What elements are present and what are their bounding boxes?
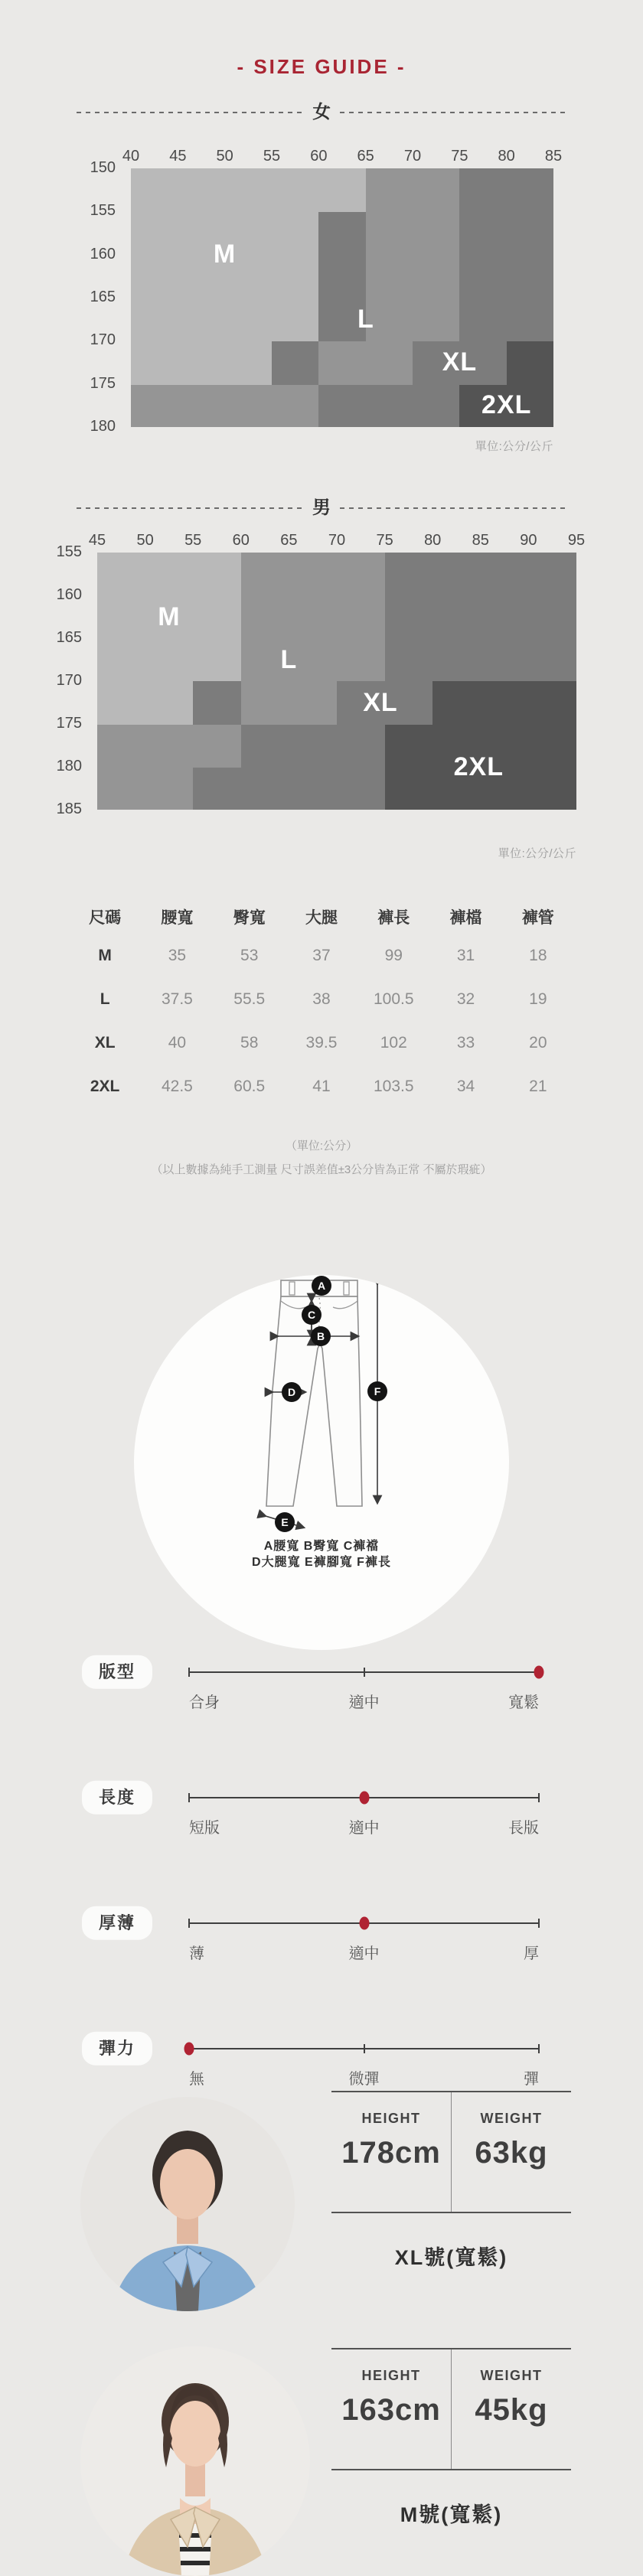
heatmap-cell xyxy=(528,768,576,810)
attribute-row-彈力 xyxy=(0,2031,643,2097)
table-value-cell: 21 xyxy=(529,1077,547,1095)
model-photo-female xyxy=(80,2346,310,2576)
slider-option: 寬鬆 xyxy=(508,1694,539,1711)
heatmap-cell xyxy=(145,553,194,596)
y-tick-label: 150 xyxy=(90,159,116,177)
table-value-cell: 100.5 xyxy=(373,990,414,1008)
heatmap-cell xyxy=(413,298,460,343)
heatmap-cell xyxy=(507,255,553,299)
stat-value: 163cm xyxy=(341,2393,441,2427)
heatmap-cell xyxy=(289,681,338,725)
table-value-cell: 20 xyxy=(529,1033,547,1052)
table-value-cell: 37.5 xyxy=(161,990,193,1008)
attribute-label-pill: 彈力 xyxy=(82,2032,152,2066)
x-tick-label: 65 xyxy=(280,532,298,549)
x-axis-labels xyxy=(88,532,586,550)
measurement-table-body xyxy=(69,934,574,1108)
x-tick-label: 85 xyxy=(472,532,489,549)
heatmap-cell xyxy=(97,768,146,810)
slider-track xyxy=(189,1671,539,1673)
heatmap-cell xyxy=(337,725,386,768)
slider-options xyxy=(189,1941,539,1961)
heatmap-cell xyxy=(366,341,413,386)
table-size-cell: M xyxy=(98,946,112,964)
x-tick-label: 85 xyxy=(544,148,563,165)
heatmap-cell xyxy=(97,681,146,725)
heatmap-cell xyxy=(131,168,178,213)
heatmap-cell xyxy=(366,168,413,213)
model-card-male xyxy=(80,2097,570,2311)
heatmap-cell xyxy=(432,681,481,725)
size-heatmap-men xyxy=(56,532,586,860)
heatmap-cell xyxy=(97,725,146,768)
heatmap-cell xyxy=(145,768,194,810)
size-zone-label-2xl: 2XL xyxy=(481,390,532,419)
table-header-cell: 褲檔 xyxy=(449,909,482,927)
heatmap-cell xyxy=(366,212,413,256)
table-value-cell: 99 xyxy=(384,946,403,964)
heatmap-cell xyxy=(385,595,434,639)
heatmap-cell xyxy=(337,553,386,596)
heatmap-cell xyxy=(507,212,553,256)
x-tick-label: 55 xyxy=(184,532,202,549)
table-size-cell: 2XL xyxy=(90,1077,120,1095)
table-row xyxy=(69,977,574,1021)
table-header-cell: 尺碼 xyxy=(89,909,122,927)
model-stats xyxy=(331,2348,571,2470)
table-size-cell: L xyxy=(100,990,110,1008)
section-divider-men xyxy=(77,499,566,517)
heatmap-cell xyxy=(318,341,366,386)
stat-label: HEIGHT xyxy=(361,2368,421,2383)
section-divider-women xyxy=(77,103,566,122)
size-zone-label-xl: XL xyxy=(363,687,398,717)
slider-track xyxy=(189,1922,539,1924)
badge-e: E xyxy=(281,1515,289,1528)
heatmap-cell xyxy=(272,385,319,428)
heatmap-cell xyxy=(131,298,178,343)
heatmap-cell xyxy=(225,298,273,343)
x-tick-label: 60 xyxy=(232,532,250,549)
heatmap-cell xyxy=(193,681,242,725)
model-photo-male xyxy=(80,2097,295,2311)
heatmap-cell xyxy=(131,255,178,299)
x-tick-label: 80 xyxy=(424,532,442,549)
y-tick-label: 155 xyxy=(90,202,116,220)
size-zone-label-xl: XL xyxy=(442,347,478,377)
y-tick-label: 180 xyxy=(56,758,82,775)
heatmap-cell xyxy=(145,638,194,682)
y-tick-label: 160 xyxy=(56,586,82,604)
divider-dash xyxy=(340,507,566,509)
x-tick-label: 50 xyxy=(216,148,233,165)
diagram-caption xyxy=(134,1538,509,1570)
divider-dash xyxy=(77,507,303,509)
table-header-cell: 褲管 xyxy=(521,909,554,927)
heatmap-cell xyxy=(528,595,576,639)
y-tick-label: 165 xyxy=(90,289,116,306)
heatmap-cell xyxy=(481,553,530,596)
divider-dash xyxy=(77,112,303,113)
heatmap-cell xyxy=(507,298,553,343)
heatmap-cell xyxy=(241,553,290,596)
badge-a: A xyxy=(317,1279,326,1292)
heatmap-cell xyxy=(481,638,530,682)
attribute-row-厚薄 xyxy=(0,1906,643,2031)
heatmap-cell xyxy=(131,212,178,256)
table-value-cell: 38 xyxy=(312,990,331,1008)
heatmap-cell xyxy=(272,168,319,213)
heatmap-cell xyxy=(318,212,366,256)
slider-tick xyxy=(538,1919,540,1928)
table-row xyxy=(69,1021,574,1065)
heatmap-grid xyxy=(97,553,576,810)
heatmap-cell xyxy=(272,212,319,256)
x-tick-label: 40 xyxy=(122,148,140,165)
slider-option: 微彈 xyxy=(348,2071,380,2088)
heatmap-cell xyxy=(318,168,366,213)
stat-height xyxy=(331,2349,451,2469)
slider-option: 彈 xyxy=(524,2071,539,2088)
table-value-cell: 53 xyxy=(240,946,259,964)
heatmap-cell xyxy=(225,341,273,386)
size-zone-label-m: M xyxy=(213,239,237,269)
slider-tick xyxy=(188,1919,190,1928)
unit-note: 單位:公分/公斤 xyxy=(498,847,576,860)
slider-tick xyxy=(538,1793,540,1802)
attribute-label-pill: 版型 xyxy=(82,1655,152,1689)
attribute-sliders xyxy=(0,1655,643,2097)
heatmap-cell xyxy=(459,212,507,256)
heatmap-cell xyxy=(366,385,413,428)
heatmap-cell xyxy=(225,385,273,428)
slider-value-dot xyxy=(534,1666,544,1679)
size-zone-label-m: M xyxy=(158,602,181,631)
table-value-cell: 32 xyxy=(456,990,475,1008)
heatmap-cell xyxy=(385,638,434,682)
y-tick-label: 175 xyxy=(56,715,82,732)
attribute-label-pill: 厚薄 xyxy=(82,1906,152,1940)
heatmap-cell xyxy=(289,595,338,639)
pants-measurement-diagram xyxy=(134,1275,509,1650)
section-label-men: 男 xyxy=(312,497,331,518)
unit-note: 單位:公分/公斤 xyxy=(475,440,553,453)
slider-option: 薄 xyxy=(189,1945,204,1962)
page-title: - SIZE GUIDE - xyxy=(237,55,406,78)
y-tick-label: 175 xyxy=(90,374,116,392)
heatmap-cell xyxy=(131,341,178,386)
heatmap-cell xyxy=(413,168,460,213)
table-header-cell: 褲長 xyxy=(377,909,410,927)
heatmap-cell xyxy=(241,725,290,768)
heatmap-cell xyxy=(272,255,319,299)
heatmap-cell xyxy=(337,595,386,639)
badge-d: D xyxy=(287,1385,296,1398)
heatmap-cell xyxy=(432,553,481,596)
heatmap-cell xyxy=(241,681,290,725)
y-tick-label: 170 xyxy=(90,331,116,349)
table-value-cell: 55.5 xyxy=(233,990,266,1008)
slider-option: 無 xyxy=(189,2071,204,2088)
x-tick-label: 45 xyxy=(88,532,106,549)
heatmap-cell xyxy=(507,168,553,213)
heatmap-cell xyxy=(97,595,146,639)
model-stats xyxy=(331,2091,571,2213)
slider-options xyxy=(189,1815,539,1835)
attribute-row-長度 xyxy=(0,1780,643,1906)
heatmap-grid xyxy=(131,168,553,427)
section-label-women: 女 xyxy=(312,102,331,122)
stat-weight xyxy=(451,2349,571,2469)
table-value-cell: 41 xyxy=(312,1077,331,1095)
stat-value: 63kg xyxy=(475,2136,548,2170)
heatmap-cell xyxy=(225,168,273,213)
x-tick-label: 50 xyxy=(136,532,154,549)
stat-weight xyxy=(451,2092,571,2212)
measurement-table-head xyxy=(69,900,574,934)
pants-diagram-drawing xyxy=(134,1275,509,1650)
heatmap-cell xyxy=(193,768,242,810)
heatmap-cell xyxy=(385,553,434,596)
y-tick-label: 165 xyxy=(56,629,82,647)
heatmap-cell xyxy=(289,725,338,768)
table-row xyxy=(69,1065,574,1108)
heatmap-cell xyxy=(241,768,290,810)
y-tick-label: 180 xyxy=(90,418,116,435)
table-value-cell: 35 xyxy=(168,946,187,964)
heatmap-cell xyxy=(318,255,366,299)
stat-value: 178cm xyxy=(341,2136,441,2170)
table-value-cell: 60.5 xyxy=(233,1077,266,1095)
stat-label: HEIGHT xyxy=(361,2111,421,2126)
slider-option: 適中 xyxy=(348,1694,380,1711)
heatmap-cell xyxy=(131,385,178,428)
x-tick-label: 65 xyxy=(357,148,374,165)
slider-option: 長版 xyxy=(508,1820,539,1837)
heatmap-cell xyxy=(459,168,507,213)
table-value-cell: 103.5 xyxy=(373,1077,414,1095)
attribute-row-版型 xyxy=(0,1655,643,1780)
slider-option: 適中 xyxy=(348,1820,380,1837)
slider-track xyxy=(189,1797,539,1798)
y-axis-labels xyxy=(85,159,123,435)
y-tick-label: 160 xyxy=(90,245,116,262)
heatmap-cell xyxy=(385,725,434,768)
slider-value-dot xyxy=(359,1917,369,1930)
slider-tick xyxy=(188,1793,190,1802)
slider-option: 適中 xyxy=(348,1945,380,1962)
y-tick-label: 155 xyxy=(56,543,82,561)
slider-option: 合身 xyxy=(189,1694,220,1711)
table-value-cell: 58 xyxy=(240,1033,259,1052)
model-info-male xyxy=(331,2091,571,2271)
heatmap-cell xyxy=(178,341,225,386)
model-size-worn: M號(寬鬆) xyxy=(400,2503,503,2526)
note-line: （以上數據為純手工測量 尺寸誤差值±3公分皆為正常 不屬於瑕疵） xyxy=(151,1163,492,1176)
heatmap-cell xyxy=(97,553,146,596)
x-tick-label: 55 xyxy=(263,148,281,165)
heatmap-cell xyxy=(528,681,576,725)
stat-height xyxy=(331,2092,451,2212)
heatmap-cell xyxy=(97,638,146,682)
model-size-worn: XL號(寬鬆) xyxy=(394,2246,508,2269)
table-header-cell: 大腿 xyxy=(305,909,338,927)
x-tick-label: 80 xyxy=(498,148,515,165)
x-tick-label: 75 xyxy=(376,532,393,549)
slider-option: 厚 xyxy=(524,1945,539,1962)
heatmap-cell xyxy=(289,553,338,596)
heatmap-cell xyxy=(413,255,460,299)
measurement-table xyxy=(69,900,574,1108)
heatmap-cell xyxy=(413,212,460,256)
x-tick-label: 70 xyxy=(328,532,346,549)
table-size-cell: XL xyxy=(94,1033,116,1052)
slider-options xyxy=(189,1690,539,1710)
x-tick-label: 70 xyxy=(403,148,422,165)
x-axis-labels xyxy=(122,148,563,166)
heatmap-cell xyxy=(178,168,225,213)
slider-track xyxy=(189,2048,539,2049)
y-axis-labels xyxy=(51,543,90,818)
heatmap-cell xyxy=(385,768,434,810)
table-value-cell: 19 xyxy=(529,990,547,1008)
heatmap-cell xyxy=(507,341,553,386)
slider-tick xyxy=(188,1668,190,1677)
attribute-label-pill: 長度 xyxy=(82,1781,152,1815)
model-info-female xyxy=(331,2348,571,2528)
heatmap-cell xyxy=(241,595,290,639)
heatmap-cell xyxy=(413,385,460,428)
heatmap-cell xyxy=(145,725,194,768)
slider-tick xyxy=(364,2044,365,2053)
table-value-cell: 40 xyxy=(168,1033,187,1052)
diagram-caption-line1: A腰寬 B臀寬 C褲襠 xyxy=(263,1540,380,1553)
diagram-caption-line2: D大腿寬 E褲腳寬 F褲長 xyxy=(252,1556,391,1569)
heatmap-cell xyxy=(337,638,386,682)
table-row xyxy=(69,934,574,977)
heatmap-cell xyxy=(528,638,576,682)
female-model-illustration xyxy=(80,2346,310,2576)
slider-value-dot xyxy=(359,1792,369,1805)
heatmap-cell xyxy=(459,298,507,343)
size-zone-label-2xl: 2XL xyxy=(453,752,504,781)
table-value-cell: 33 xyxy=(456,1033,475,1052)
heatmap-cell xyxy=(272,298,319,343)
x-tick-label: 60 xyxy=(310,148,328,165)
badge-f: F xyxy=(374,1384,381,1397)
size-zone-label-l: L xyxy=(280,645,298,675)
heatmap-cell xyxy=(193,595,242,639)
heatmap-cell xyxy=(193,638,242,682)
slider-value-dot xyxy=(184,2043,194,2056)
heatmap-cell xyxy=(193,553,242,596)
x-tick-label: 90 xyxy=(520,532,537,549)
heatmap-cell xyxy=(366,255,413,299)
heatmap-cell xyxy=(432,638,481,682)
heatmap-cell xyxy=(459,255,507,299)
y-tick-label: 185 xyxy=(56,801,82,818)
stat-label: WEIGHT xyxy=(480,2111,543,2126)
heatmap-cell xyxy=(289,768,338,810)
table-header-cell: 臀寬 xyxy=(233,909,266,927)
heatmap-cell xyxy=(481,595,530,639)
stat-label: WEIGHT xyxy=(480,2368,543,2383)
table-value-cell: 102 xyxy=(380,1033,407,1052)
heatmap-cell xyxy=(337,768,386,810)
x-tick-label: 45 xyxy=(169,148,187,165)
stat-value: 45kg xyxy=(475,2393,548,2427)
male-model-illustration xyxy=(80,2097,295,2311)
heatmap-cell xyxy=(528,553,576,596)
table-value-cell: 18 xyxy=(529,946,547,964)
slider-option: 短版 xyxy=(189,1820,220,1837)
badge-c: C xyxy=(307,1308,316,1321)
table-value-cell: 37 xyxy=(312,946,331,964)
note-line: （單位:公分） xyxy=(285,1140,358,1153)
heatmap-cell xyxy=(432,595,481,639)
table-value-cell: 34 xyxy=(456,1077,475,1095)
heatmap-cell xyxy=(178,298,225,343)
heatmap-cell xyxy=(272,341,319,386)
table-value-cell: 42.5 xyxy=(161,1077,193,1095)
heatmap-cell xyxy=(193,725,242,768)
slider-tick xyxy=(364,1668,365,1677)
table-value-cell: 31 xyxy=(456,946,475,964)
table-header-cell: 腰寬 xyxy=(161,909,194,927)
model-card-female xyxy=(80,2346,570,2576)
heatmap-cell xyxy=(178,385,225,428)
heatmap-cell xyxy=(528,725,576,768)
slider-tick xyxy=(538,2044,540,2053)
slider-options xyxy=(189,2066,539,2086)
size-zone-label-l: L xyxy=(357,305,374,334)
heatmap-cell xyxy=(318,385,366,428)
heatmap-cell xyxy=(481,681,530,725)
x-tick-label: 95 xyxy=(567,532,586,549)
divider-dash xyxy=(340,112,566,113)
size-heatmap-women xyxy=(90,148,563,453)
badge-b: B xyxy=(316,1329,325,1342)
table-value-cell: 39.5 xyxy=(305,1033,338,1052)
heatmap-cell xyxy=(145,681,194,725)
x-tick-label: 75 xyxy=(451,148,468,165)
measurement-notes xyxy=(0,1134,643,1182)
y-tick-label: 170 xyxy=(56,672,82,690)
